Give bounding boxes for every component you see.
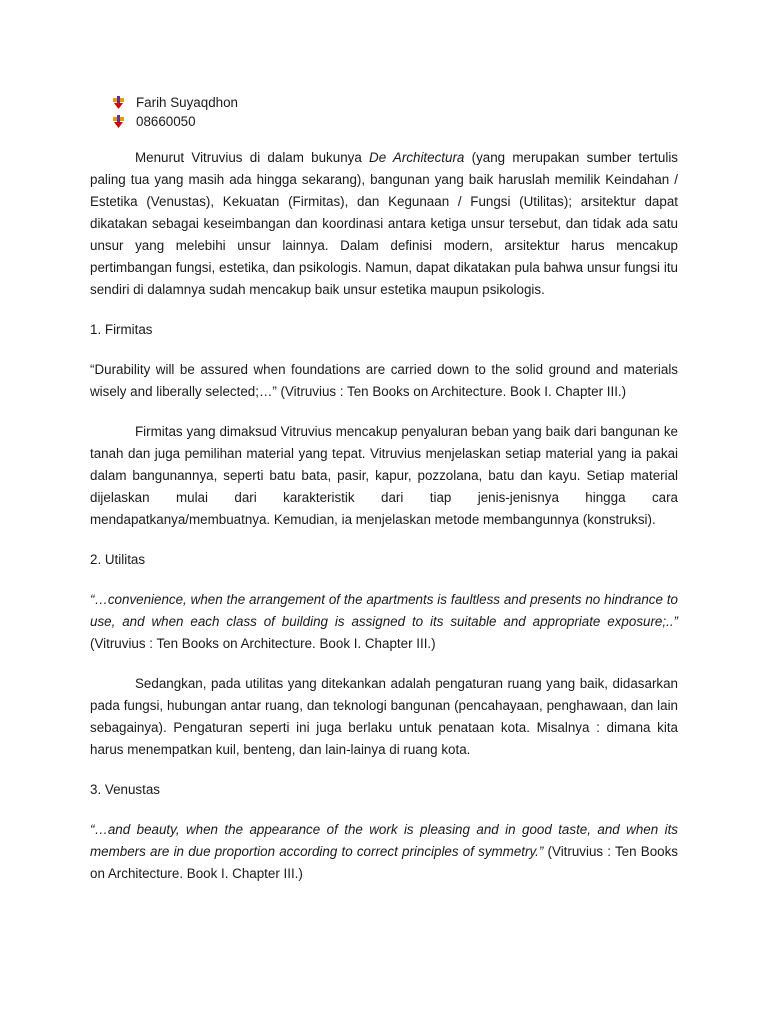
arrow-down-bullet-icon [112,115,126,129]
quote-venustas-citation: (Vitruvius : Ten Books on Architecture. Book I. Chapter III.) [90,844,679,881]
arrow-down-bullet-icon [112,96,126,110]
bullet-item-id [90,112,678,131]
heading-utilitas: 2. Utilitas [90,552,146,567]
book-title: De Architectura [369,150,465,165]
quote-utilitas-text: “…convenience, when the arrangement of the apartments is faultless and presents no hindrance to use, and when each class of building is assigned to its suitable and appropriate exposure;..” [90,592,678,629]
heading-venustas: 3. Venustas [90,782,160,797]
intro-text-rest: (yang merupakan sumber tertulis paling tua yang masih ada hingga sekarang), bangunan yang baik haruslah memilik Keindahan / Estetika (Venustas), Kekuatan (Firmitas), dan Kegunaan / Fungsi (Utilitas); arsitektur dapat dikatakan sebagai keseimbangan dan koordinasi antara ketiga unsur tersebut, dan tidak ada satu unsur yang melebihi unsur lainnya. Dalam definisi modern, arsitektur harus mencakup pertimbangan fungsi, estetika, dan psikologis. Namun, dapat dikatakan pula bahwa unsur fungsi itu sendiri di dalamnya sudah mencakup baik unsur estetika maupun psikologis. [90,150,678,297]
body-utilitas: Sedangkan, pada utilitas yang ditekankan adalah pengaturan ruang yang baik, didasarkan pada fungsi, hubungan antar ruang, dan teknologi bangunan (pencahayaan, penghawaan, dan lain sebagainya). Pengaturan seperti ini juga berlaku untuk penataan kota. Misalnya : dimana kita harus menempatkan kuil, benteng, dan lain-lainya di ruang kota. [90,676,678,757]
intro-text-start: Menurut Vitruvius di dalam bukunya [135,150,370,165]
heading-firmitas: 1. Firmitas [90,322,153,337]
author-name: Farih Suyaqdhon [136,95,238,110]
quote-venustas-text: “…and beauty, when the appearance of the work is pleasing and in good taste, and when its members are in due proportion according to correct principles of symmetry.” [90,822,678,859]
body-firmitas: Firmitas yang dimaksud Vitruvius mencakup penyaluran beban yang baik dari bangunan ke tanah dan juga pemilihan material yang tepat. Vitruvius menjelaskan setiap material yang ia pakai dalam bangunannya, seperti batu bata, pasir, kapur, pozzolana, batu dan kayu. Setiap material dijelaskan mulai dari karakteristik dari tiap jenis-jenisnya hingga cara mendapatkanya/membuatnya. Kemudian, ia menjelaskan metode membangunnya (konstruksi). [90,424,678,527]
student-id: 08660050 [136,114,196,129]
author-bullet-list [90,93,678,131]
intro-paragraph [90,147,678,301]
bullet-item-name [90,93,678,112]
quote-utilitas-citation: (Vitruvius : Ten Books on Architecture. Book I. Chapter III.) [90,636,436,651]
quote-firmitas: “Durability will be assured when foundations are carried down to the solid ground and materials wisely and liberally selected;…” (Vitruvius : Ten Books on Architecture. Book I. Chapter III.) [90,362,678,399]
quote-utilitas [90,589,678,655]
quote-venustas [90,819,678,885]
